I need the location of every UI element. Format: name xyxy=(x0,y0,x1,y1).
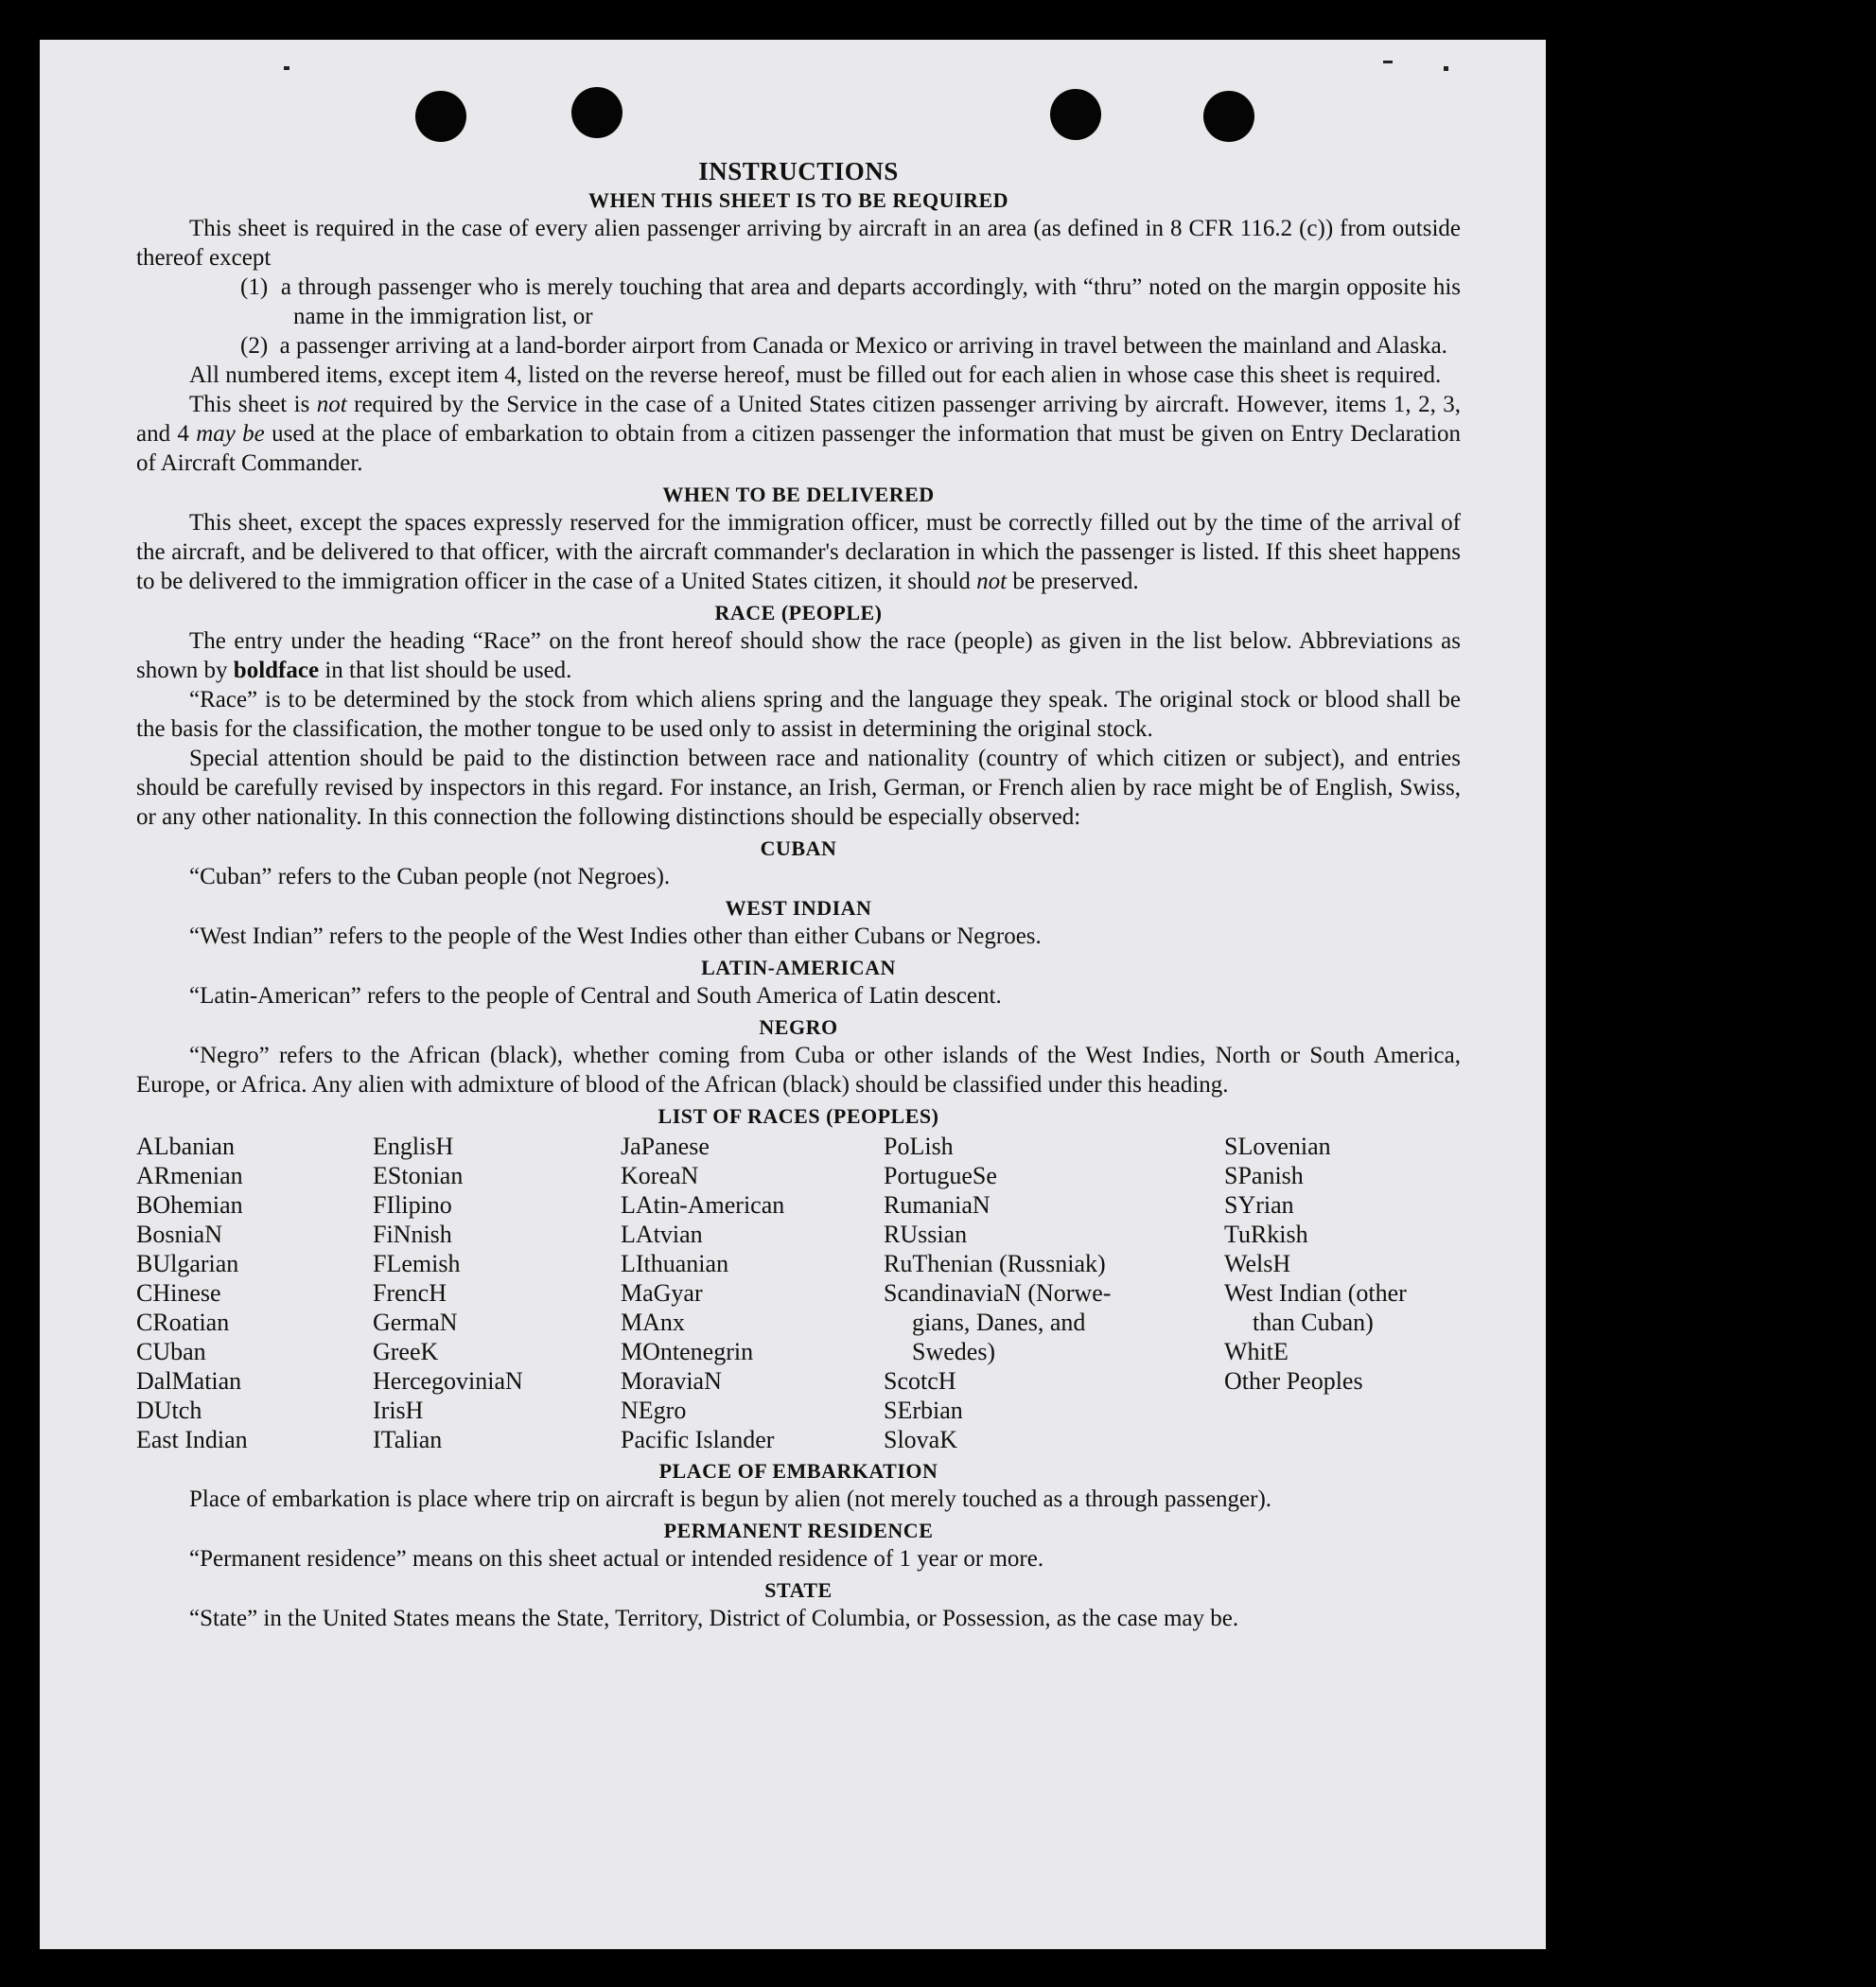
race-entry-continued: gians, Danes, and xyxy=(912,1309,1086,1336)
emphasis: not xyxy=(316,392,347,417)
paragraph: This sheet is required in the case of every alien passenger arriving by aircraft in an area (as defined in 8 CFR 116.2 (c)) from outside thereof except xyxy=(136,216,1461,271)
paragraph: “Permanent residence” means on this sheet actual or intended residence of 1 year or more. xyxy=(189,1546,1044,1572)
emphasis: not xyxy=(976,569,1008,594)
race-entry: IrisH xyxy=(373,1397,424,1424)
race-entry: LAtin-American xyxy=(621,1191,785,1219)
bold-term: boldface xyxy=(233,658,320,683)
page-title: INSTRUCTIONS xyxy=(698,157,899,185)
race-entry: FrencH xyxy=(373,1279,447,1307)
race-entry: RumaniaN xyxy=(884,1191,991,1219)
section-title-west-indian: WEST INDIAN xyxy=(725,896,872,920)
section-title-delivered: WHEN TO BE DELIVERED xyxy=(662,483,935,506)
race-entry: MAnx xyxy=(621,1309,685,1336)
race-entry: ITalian xyxy=(373,1426,443,1453)
paragraph: Special attention should be paid to the distinction between race and nationality (country of which citizen or subject), and entries should be carefully revised by inspectors in this regard. For instance, an Irish, German, or French alien by race might be of English, Swiss, or any other nationality. In this connection the following distinctions should be especially observed: xyxy=(136,746,1461,830)
paragraph: All numbered items, except item 4, listed on the reverse hereof, must be filled out for each alien in whose case this sheet is required. xyxy=(189,362,1442,388)
race-entry-continued: Swedes) xyxy=(912,1338,996,1365)
race-entry: HercegoviniaN xyxy=(373,1367,523,1395)
race-entry: WelsH xyxy=(1224,1250,1291,1277)
race-entry: CHinese xyxy=(136,1279,221,1307)
list-item xyxy=(136,273,1461,331)
paragraph xyxy=(136,508,1461,596)
race-column xyxy=(884,1132,1224,1454)
race-entry: BOhemian xyxy=(136,1191,243,1219)
race-entry: ScotcH xyxy=(884,1367,956,1395)
text-run: required by the Service in the case of a United States citizen passenger arriving by aircraft. However, items 1, 2, 3, and 4 xyxy=(136,392,1461,447)
race-entry: ALbanian xyxy=(136,1133,235,1160)
paragraph: “West Indian” refers to the people of the West Indies other than either Cubans or Negroes. xyxy=(189,923,1042,949)
emphasis: may be xyxy=(196,421,265,447)
speck-mark xyxy=(1383,61,1393,63)
race-entry: MaGyar xyxy=(621,1279,703,1307)
race-entry: ARmenian xyxy=(136,1162,243,1189)
race-entry: DUtch xyxy=(136,1397,202,1424)
race-entry: JaPanese xyxy=(621,1133,710,1160)
text-run: be preserved. xyxy=(1007,569,1139,594)
race-entry: SErbian xyxy=(884,1397,963,1424)
section-title-negro: NEGRO xyxy=(759,1015,838,1039)
race-entry: DalMatian xyxy=(136,1367,242,1395)
race-entry: CRoatian xyxy=(136,1309,230,1336)
race-entry: WhitE xyxy=(1224,1338,1289,1365)
list-item xyxy=(136,331,1461,360)
race-entry: LIthuanian xyxy=(621,1250,729,1277)
race-entry: CUban xyxy=(136,1338,206,1365)
section-title-race: RACE (PEOPLE) xyxy=(714,601,883,624)
instructions-body xyxy=(136,119,1461,1633)
race-entry: BUlgarian xyxy=(136,1250,239,1277)
speck-mark xyxy=(1444,66,1448,71)
text-run: in that list should be used. xyxy=(319,658,572,683)
race-column xyxy=(621,1132,884,1454)
race-entry: TuRkish xyxy=(1224,1221,1308,1248)
paragraph xyxy=(136,626,1461,685)
section-title-state: STATE xyxy=(764,1578,833,1602)
race-entry: GreeK xyxy=(373,1338,439,1365)
paragraph: “Race” is to be determined by the stock from which aliens spring and the language they speak. The original stock or blood shall be the basis for the classification, the mother tongue to be used only to assist in determining the original stock. xyxy=(136,687,1461,742)
race-entry: East Indian xyxy=(136,1426,248,1453)
race-entry: FIlipino xyxy=(373,1191,452,1219)
section-title-list-of-races: LIST OF RACES (PEOPLES) xyxy=(657,1104,939,1128)
race-entry: PortugueSe xyxy=(884,1162,997,1189)
document-page xyxy=(40,40,1546,1949)
race-entry: KoreaN xyxy=(621,1162,699,1189)
race-entry: SLovenian xyxy=(1224,1133,1331,1160)
race-entry: EStonian xyxy=(373,1162,464,1189)
race-entry: SlovaK xyxy=(884,1426,957,1453)
race-entry: RuThenian (Russniak) xyxy=(884,1250,1106,1277)
race-entry: NEgro xyxy=(621,1397,687,1424)
paragraph: “Negro” refers to the African (black), whether coming from Cuba or other islands of the West Indies, North or South America, Europe, or Africa. Any alien with admixture of blood of the African (black) should be classified under this heading. xyxy=(136,1043,1461,1098)
item-text: a passenger arriving at a land-border airport from Canada or Mexico or arriving in travel between the mainland and Alaska. xyxy=(279,333,1447,359)
race-entry: SYrian xyxy=(1224,1191,1294,1219)
item-number: (2) xyxy=(240,333,269,359)
paragraph: Place of embarkation is place where trip on aircraft is begun by alien (not merely touched as a through passenger). xyxy=(189,1486,1272,1512)
section-title-latin-american: LATIN-AMERICAN xyxy=(701,956,896,979)
race-entry: EnglisH xyxy=(373,1133,454,1160)
race-entry: ScandinaviaN (Norwe- xyxy=(884,1279,1112,1307)
race-entry: BosniaN xyxy=(136,1221,222,1248)
section-title-residence: PERMANENT RESIDENCE xyxy=(663,1519,934,1542)
paragraph xyxy=(136,390,1461,478)
text-run: This sheet is xyxy=(189,392,317,417)
item-number: (1) xyxy=(240,274,269,300)
race-column xyxy=(1224,1132,1461,1454)
section-title-required: WHEN THIS SHEET IS TO BE REQUIRED xyxy=(587,188,1009,212)
race-column xyxy=(373,1132,621,1454)
race-entry: LAtvian xyxy=(621,1221,703,1248)
race-entry: FLemish xyxy=(373,1250,461,1277)
section-title-cuban: CUBAN xyxy=(760,836,837,860)
race-entry: MoraviaN xyxy=(621,1367,722,1395)
text-run: used at the place of embarkation to obtain from a citizen passenger the information that must be given on Entry Declaration of Aircraft Commander. xyxy=(136,421,1461,476)
paragraph: “State” in the United States means the State, Territory, District of Columbia, or Possession, as the case may be. xyxy=(189,1606,1239,1631)
race-entry: Pacific Islander xyxy=(621,1426,775,1453)
race-column xyxy=(136,1132,373,1454)
speck-mark xyxy=(284,66,289,70)
race-entry: PoLish xyxy=(884,1133,954,1160)
text-run: The entry under the heading “Race” on the front hereof should show the race (people) as given in the list below. Abbreviations as shown by xyxy=(136,628,1461,683)
race-entry-continued: than Cuban) xyxy=(1253,1309,1374,1336)
race-entry: West Indian (other xyxy=(1224,1279,1407,1307)
section-title-embarkation: PLACE OF EMBARKATION xyxy=(658,1459,938,1483)
race-entry: FiNnish xyxy=(373,1221,452,1248)
race-entry: SPanish xyxy=(1224,1162,1304,1189)
race-list xyxy=(136,1132,1461,1454)
race-entry: Other Peoples xyxy=(1224,1367,1363,1395)
paragraph: “Latin-American” refers to the people of Central and South America of Latin descent. xyxy=(189,983,1002,1009)
paragraph: “Cuban” refers to the Cuban people (not Negroes). xyxy=(189,864,671,889)
item-text: a through passenger who is merely touching that area and departs accordingly, with “thru” noted on the margin opposite his name in the immigration list, or xyxy=(280,274,1461,329)
text-run: This sheet, except the spaces expressly reserved for the immigration officer, must be correctly filled out by the time of the arrival of the aircraft, and be delivered to that officer, with the aircraft commander's declaration in which the passenger is listed. If this sheet happens to be delivered to the immigration officer in the case of a United States citizen, it should xyxy=(136,510,1461,594)
race-entry: RUssian xyxy=(884,1221,968,1248)
race-entry: MOntenegrin xyxy=(621,1338,754,1365)
race-entry: GermaN xyxy=(373,1309,458,1336)
